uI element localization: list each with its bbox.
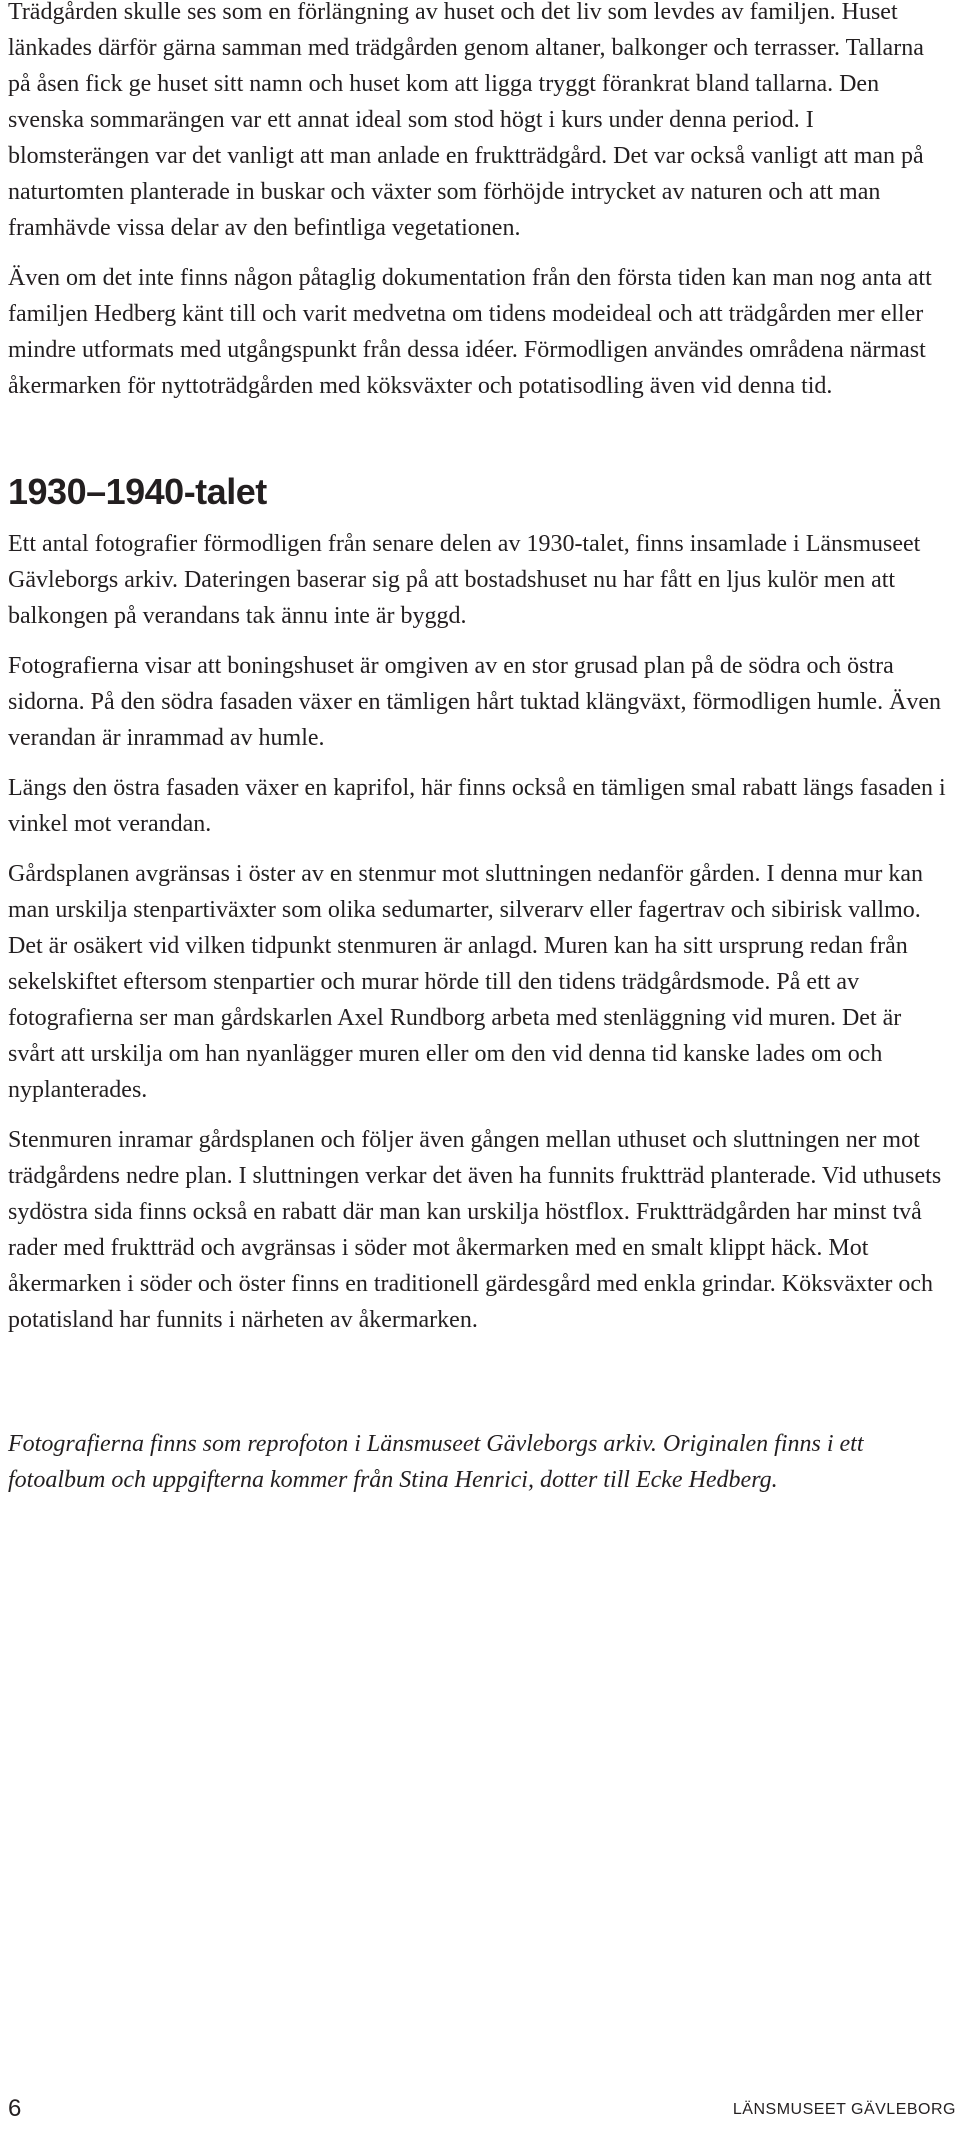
intro-paragraph-2: Även om det inte finns någon påtaglig dokumentation från den första tiden kan man nog anta att familjen Hedberg känt till och varit medvetna om tidens modeideal och att trädgården mer eller mindre utformats med utgångspunkt från dessa idéer. Förmodligen användes områdena närmast åkermarken för nyttoträdgården med köksväxter och potatisodling även vid denna tid. <box>8 265 932 399</box>
intro-paragraph-1: Trädgården skulle ses som en förlängning av huset och det liv som levdes av familjen. Huset länkades därför gärna samman med trädgården genom altaner, balkonger och terrasser. Tallarna på åsen fick ge huset sitt namn och huset kom att ligga tryggt förankrat bland tallarna. Den svenska sommarängen var ett annat ideal som stod högt i kurs under denna period. I blomsterängen var det vanligt att man anlade en fruktträdgård. Det var också vanligt att man på naturtomten planterade in buskar och växter som förhöjde intrycket av naturen och att man framhävde vissa delar av den befintliga vegetationen. <box>8 0 924 241</box>
document-page <box>8 0 952 1498</box>
page-number: 6 <box>8 2095 22 2122</box>
section-paragraph-1: Ett antal fotografier förmodligen från senare delen av 1930-talet, finns insamlade i Länsmuseet Gävleborgs arkiv. Dateringen baserar sig på att bostadshuset nu har fått en ljus kulör men att balkongen på verandans tak ännu inte är byggd. <box>8 531 921 629</box>
section-paragraph-3: Längs den östra fasaden växer en kaprifol, här finns också en tämligen smal rabatt längs fasaden i vinkel mot verandan. <box>8 775 946 837</box>
publisher-name: LÄNSMUSEET GÄVLEBORG <box>732 2101 956 2118</box>
section-paragraph-5: Stenmuren inramar gårdsplanen och följer även gången mellan uthuset och sluttningen ner mot trädgårdens nedre plan. I sluttningen verkar det även ha funnits fruktträd planterade. Vid uthusets sydöstra sida finns också en rabatt där man kan urskilja höstflox. Fruktträdgården har minst två rader med fruktträd och avgränsas i söder mot åkermarken med en smalt klippt häck. Mot åkermarken i söder och öster finns en traditionell gärdesgård med enkla grindar. Köksväxter och potatisland har funnits i närheten av åkermarken. <box>8 1127 942 1333</box>
page-footer <box>0 2094 960 2124</box>
photo-source-note: Fotografierna finns som reprofoton i Länsmuseet Gävleborgs arkiv. Originalen finns i ett fotoalbum och uppgifterna kommer från Stina Henrici, dotter till Ecke Hedberg. <box>8 1431 864 1493</box>
section-heading: 1930–1940-talet <box>8 471 267 512</box>
section-paragraph-2: Fotografierna visar att boningshuset är omgiven av en stor grusad plan på de södra och östra sidorna. På den södra fasaden växer en tämligen hårt tuktad klängväxt, förmodligen humle. Även verandan är inrammad av humle. <box>8 653 942 751</box>
section-paragraph-4: Gårdsplanen avgränsas i öster av en stenmur mot sluttningen nedanför gården. I denna mur kan man urskilja stenpartiväxter som olika sedumarter, silverarv eller fagertrav och sibirisk vallmo. Det är osäkert vid vilken tidpunkt stenmuren är anlagd. Muren kan ha sitt ursprung redan från sekelskiftet eftersom stenpartier och murar hörde till den tidens trädgårdsmode. På ett av fotografierna ser man gårdskarlen Axel Rundborg arbeta med stenläggning vid muren. Det är svårt att urskilja om han nyanlägger muren eller om den vid denna tid kanske lades om och nyplanterades. <box>8 861 924 1103</box>
